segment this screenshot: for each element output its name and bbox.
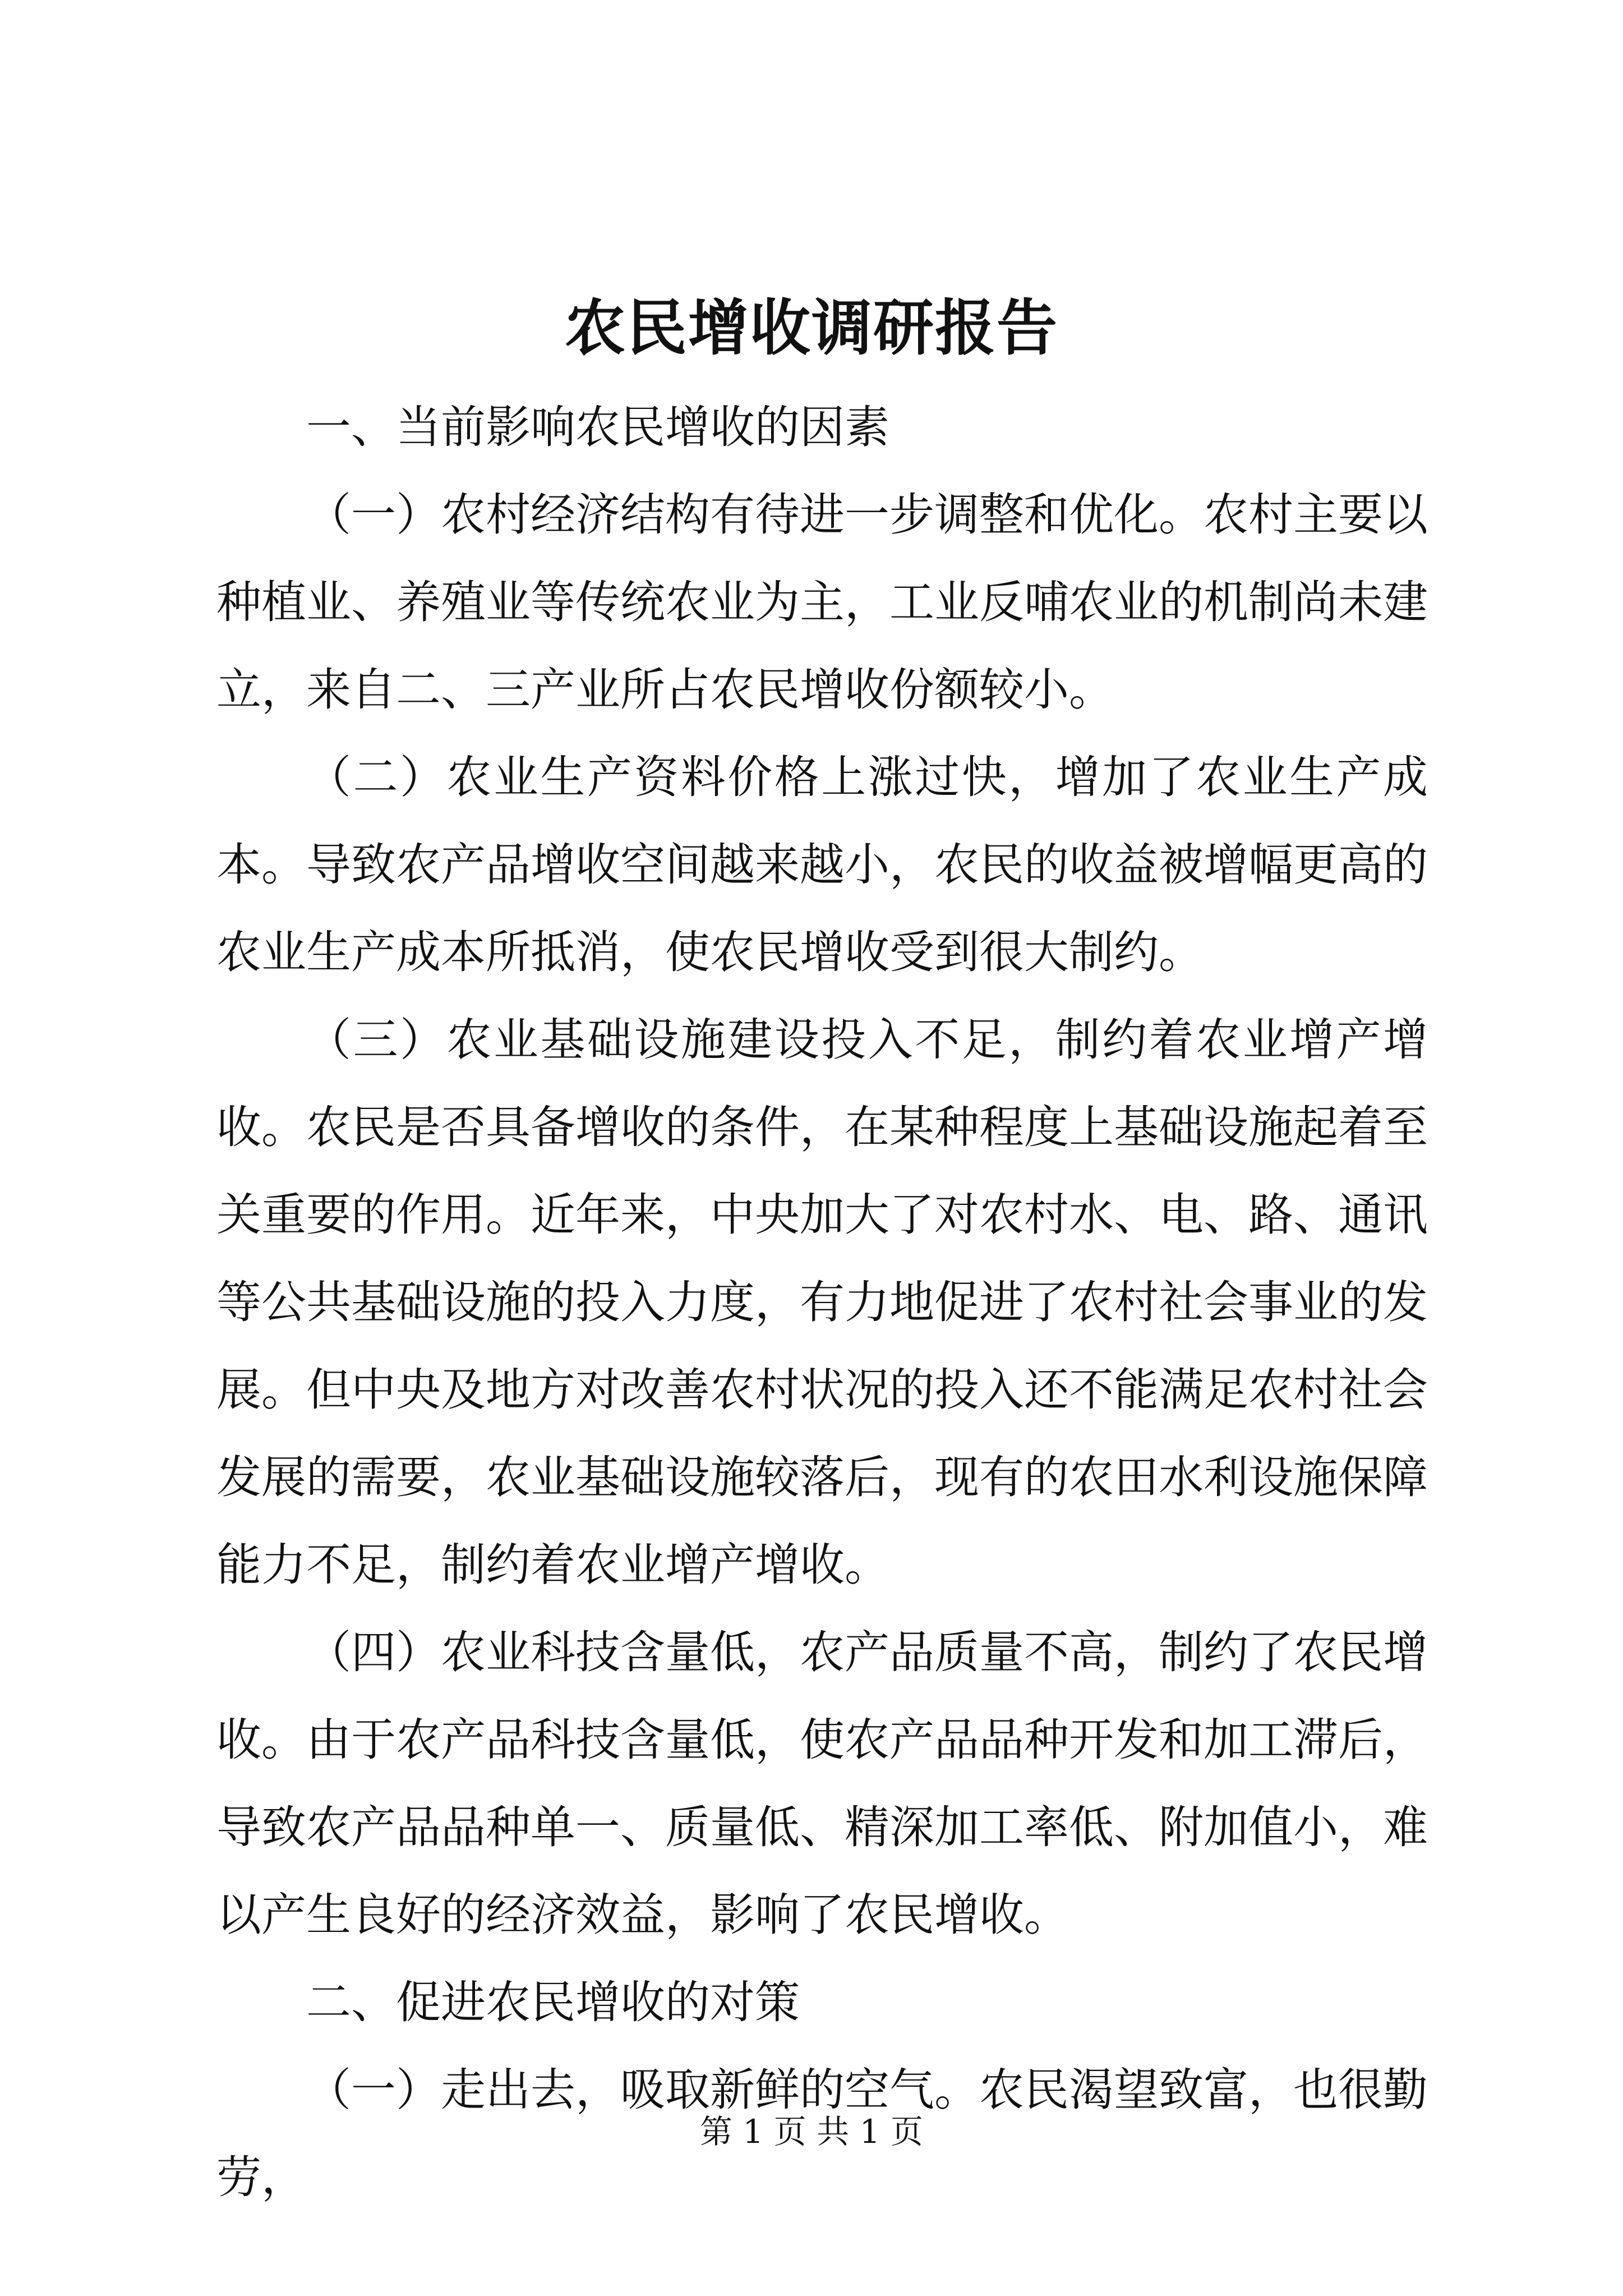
page-footer: 第 1 页 共 1 页 xyxy=(700,2113,923,2151)
paragraph: （一）农村经济结构有待进一步调整和优化。农村主要以种植业、养殖业等传统农业为主，工业反哺农业的机制尚未建立，来自二、三产业所占农民增收份额较小。 xyxy=(216,489,1428,716)
paragraph: （一）走出去，吸取新鲜的空气。农民渴望致富，也很勤劳， xyxy=(216,2064,1428,2203)
paragraph: （三）农业基础设施建设投入不足，制约着农业增产增收。农民是否具备增收的条件，在某种程度上基础设施起着至关重要的作用。近年来，中央加大了对农村水、电、路、通讯等公共基础设施的投入力度，有力地促进了农村社会事业的发展。但中央及地方对改善农村状况的投入还不能满足农村社会发展的需要，农业基础设施较落后，现有的农田水利设施保障能力不足，制约着农业增产增收。 xyxy=(216,1014,1428,1591)
document-body xyxy=(216,384,1428,2221)
section-heading: 二、促进农民增收的对策 xyxy=(306,1976,800,2028)
section-heading: 一、当前影响农民增收的因素 xyxy=(306,401,889,453)
paragraph: （四）农业科技含量低，农产品质量不高，制约了农民增收。由于农产品科技含量低，使农产品品种开发和加工滞后，导致农产品品种单一、质量低、精深加工率低、附加值小，难以产生良好的经济效益，影响了农民增收。 xyxy=(216,1626,1428,1941)
paragraph: （二）农业生产资料价格上涨过快，增加了农业生产成本。导致农产品增收空间越来越小，农民的收益被增幅更高的农业生产成本所抵消，使农民增收受到很大制约。 xyxy=(216,751,1428,978)
document-title: 农民增收调研报告 xyxy=(564,293,1058,364)
